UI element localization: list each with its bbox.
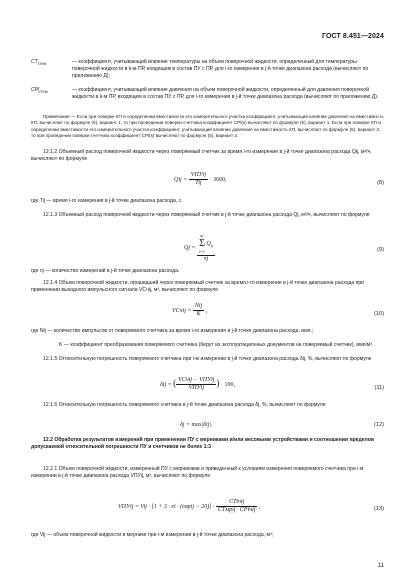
where-9: где nj — количество измерений в j-й точке диапазона расхода. xyxy=(31,268,180,274)
def-cpl-text: — коэффициент, учитывающий влияние давления на объем поверочной жидкости, определенный для давления поверочной жидкости в k-м ПР, входящем в состав ПУ с ПР, для i-го измерения в j-й точке диапазона расхода (вычисляют по приложению Д). xyxy=(72,87,379,100)
formula-11: δij = ( $\frac{\text{VCчij − VПУij}}{\text{VПУij}}$ ) · 100, xyxy=(160,377,235,391)
formula-12-number: (12) xyxy=(374,422,384,428)
def-cpl-symbol: CPl$_{ПУtk}$ xyxy=(31,87,48,95)
where-13: где Vij — объем поверочной жидкости в мернике при i-м измерении в j-й точке диапазона расхода, м³; xyxy=(31,532,274,538)
formula-10-number: (10) xyxy=(374,311,384,317)
paragraph-12-1-3: 12.1.3 Объемный расход поверочной жидкости через поверяемый счетчик в j-й точке диапазона расхода Qj, м³/ч, вычисляют по формуле xyxy=(43,212,370,218)
formula-13-number: (13) xyxy=(374,506,384,512)
formula-8-number: (8) xyxy=(377,180,384,186)
where-8: где Tij — время i-го измерения в j-й точке диапазона расхода, с. xyxy=(31,198,183,204)
formula-10: VCчij = $\frac{\text{Nij}}{K}$ , xyxy=(172,303,208,317)
formula-8: Qij = $\frac{\text{VПУij}}{\text{Tij}}$ · 3600, xyxy=(174,172,227,186)
note-paragraph: Примечание — Если при поверке КП и определении вместимости его измерительного участка коэффициент, учитывающий влияние давления на вместимость КП, вычисляют по формуле (6), вариант 1, то при проведении поверки счетчика коэффициент CPl(s) вычисляют по формуле (5), вариант 1. Если при поверке КП и определении вместимости его измерительного участка коэффициент, учитывающий влияние давления на вместимость КП, вычисляют по формуле (5), вариант 2, то при проведении поверки счетчика коэффициент CPl(s) вычисляют по формуле (5), вариант 2. xyxy=(31,114,384,138)
formula-9-number: (9) xyxy=(377,247,384,253)
where-10-k: K — коэффициент преобразования поверяемого счетчика (берут из эксплуатационных документов на поверяемый счетчик), имп/м³. xyxy=(59,342,374,348)
def-ct-text: — коэффициент, учитывающий влияние температуры на объем поверочной жидкости, определенный для температуры поверочной жидкости в k-м ПР, входящем в состав ПУ с ПР, для i-го измерения в j-й точке диапазона расхода (вычисляют по приложению Д); xyxy=(72,59,369,79)
def-ct-symbol: $CT_{ПУtk}$ xyxy=(31,59,47,67)
formula-13: VПУij = Vij · [1 + 3 · ei · (tмрij − 20)] · $\frac{\text{CTtчij}}{\text{CTмрij · CPtчij}}$ , xyxy=(118,499,261,513)
paragraph-12-1-6: 12.1.6 Относительную погрешность поверяемого счетчика в j-й точке диапазона расхода δj, %, вычисляют по формуле xyxy=(43,402,326,408)
paragraph-12-2-1: 12.2.1 Объем поверочной жидкости, измеренный ПУ с мерниками и приведенный к условиям измерения поверяемого счетчика при i-м измерении в j-й точке диапазона расхода VПУij, м³, вычисляют по формуле xyxy=(31,466,364,479)
formula-9: Qj = nj Σ i=1 $Q_{ij}$ nj xyxy=(184,233,213,262)
formula-12: δj = max|δij|. xyxy=(180,422,213,428)
paragraph-12-1-4: 12.1.4 Объем поверочной жидкости, прошедший через поверяемый счетчик за время i-го измерение в j-й точке диапазона расхода при применении выходного импульсного сигнала VCчij, м³, вычисляют по формуле xyxy=(31,280,365,293)
formula-11-number: (11) xyxy=(374,385,384,391)
document-code: ГОСТ 8.451—2024 xyxy=(321,33,384,40)
paragraph-12-1-5: 12.1.5 Относительную погрешность поверяемого счетчика при i-м измерении в j-й точке диапазона расхода δij, %, вычисляют по формуле xyxy=(43,356,372,362)
page-number: 11 xyxy=(377,563,384,569)
where-10-n: где Nij — количество импульсов от поверяемого счетчика за время i-го измерения в j-й точке диапазона расхода, имп.; xyxy=(31,328,314,334)
section-12-2-heading: 12.2 Обработка результатов измерений при применении ПУ с мерниками и/или весовыми устройствами и соотношении пределов допускаемой относительной погрешности ПУ и счетчиков не более 1:3 xyxy=(31,437,374,450)
paragraph-12-1-2: 12.1.2 Объемный расход поверочной жидкости через поверяемый счетчик за время i-го измерение в j-й точке диапазона расхода Qij, м³/ч, вычисляют по формуле xyxy=(31,149,372,162)
